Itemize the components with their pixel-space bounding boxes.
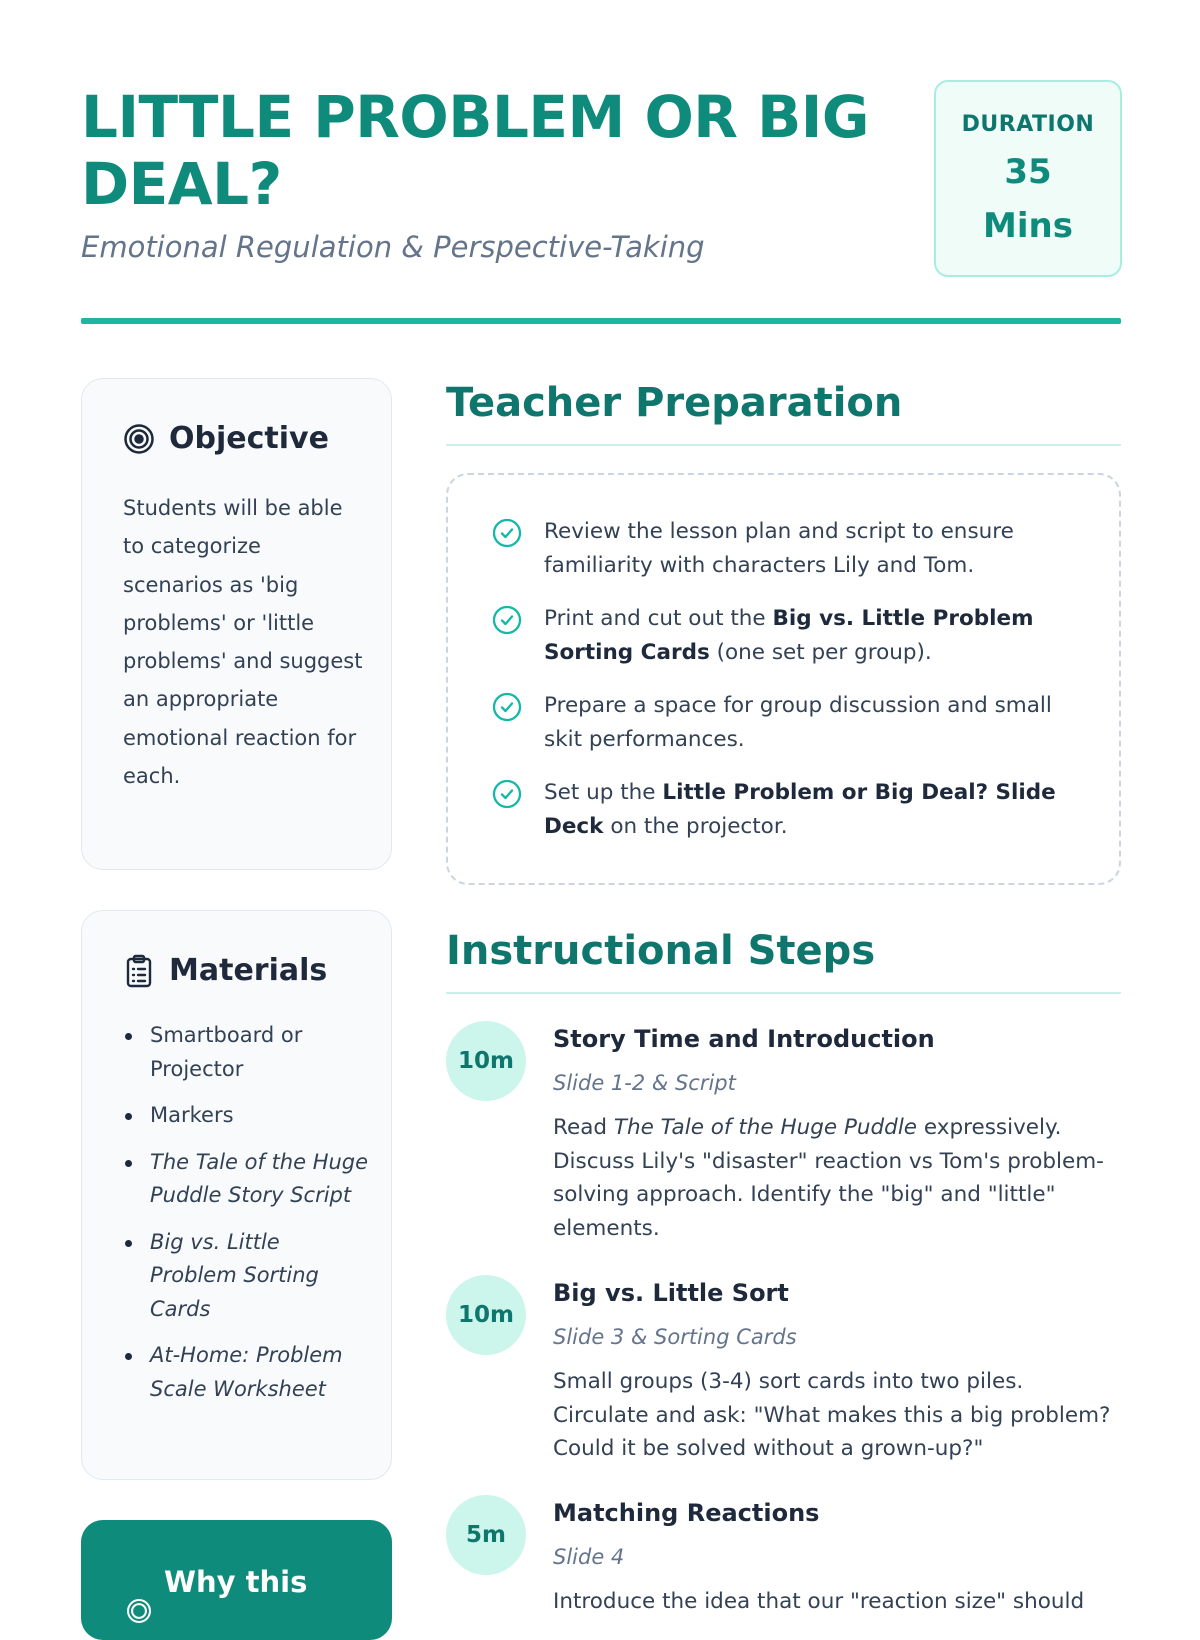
why-heading: Why this [164,1565,308,1599]
duration-value [936,145,1120,253]
step-description-text: Small groups (3-4) sort cards into two piles. Circulate and ask: "What makes this a big problem? Could it be solved without a grown-up?" [553,1369,1111,1461]
step-time-badge: 10m [446,1021,526,1101]
target-icon [126,1598,152,1624]
header-divider [81,318,1121,324]
why-heading-row [126,1564,307,1624]
preparation-checklist [446,473,1121,885]
check-circle-icon [492,692,522,733]
preparation-text: Print and cut out the [544,606,773,631]
preparation-text: on the projector. [603,813,788,839]
preparation-item [492,776,1092,843]
step-title: Big vs. Little Sort [553,1279,789,1307]
preparation-heading: Teacher Preparation [446,380,903,426]
step-description [553,1585,1118,1619]
step-time-badge: 5m [446,1495,526,1575]
materials-heading: Materials [169,953,328,988]
preparation-text-bold: Little Problem or Big Deal? Slide Deck [544,780,1056,839]
lesson-header [81,80,1121,280]
preparation-item [492,515,1092,582]
materials-item: The Tale of the Huge Puddle Story Script [123,1146,373,1213]
duration-badge [934,80,1122,277]
step-reference: Slide 1-2 & Script [553,1071,736,1095]
objective-card [81,378,392,870]
objective-text: Students will be able to categorize scenarios as 'big problems' or 'little problems' and suggest an appropriate emotional reaction for each. [123,496,363,789]
preparation-text: Set up the [544,780,663,805]
preparation-item [492,602,1092,669]
step-time-badge: 10m [446,1275,526,1355]
materials-heading-row [123,953,327,988]
steps-divider [446,992,1121,994]
steps-heading: Instructional Steps [446,928,876,974]
step-body [553,1495,1118,1619]
preparation-text: Prepare a space for group discussion and small skit performances. [544,693,1052,752]
duration-label: DURATION [961,112,1095,137]
duration-unit: Mins [983,206,1073,246]
step-reference: Slide 3 & Sorting Cards [553,1325,797,1349]
preparation-divider [446,444,1121,446]
page-subtitle: Emotional Regulation & Perspective-Taking [81,230,705,264]
preparation-text: Review the lesson plan and script to ensure familiarity with characters Lily and Tom. [544,519,1014,578]
step-reference: Slide 4 [553,1545,625,1569]
why-card [81,1520,392,1640]
preparation-list [492,515,1092,863]
materials-card [81,910,392,1480]
step-description-text: expressively. Discuss Lily's "disaster" reaction vs Tom's problem-solving approach. Identify the "big" and "little" elements. [553,1115,1104,1241]
objective-heading-row [123,421,329,456]
check-circle-icon [492,605,522,646]
step-description [553,1111,1118,1245]
objective-heading: Objective [169,421,329,456]
materials-item: Smartboard or Projector [123,1019,373,1086]
target-icon [123,423,155,455]
step-title: Matching Reactions [553,1499,820,1527]
step-description-text: Introduce the idea that our "reaction size" should [553,1589,1085,1614]
materials-item: Markers [123,1099,373,1133]
preparation-text-bold: Big vs. Little Problem Sorting Cards [544,606,1034,665]
preparation-item [492,689,1092,756]
page-title: LITTLE PROBLEM OR BIG DEAL? [81,83,869,218]
step-description-text: Read [553,1115,614,1140]
materials-item: At-Home: Problem Scale Worksheet [123,1339,373,1406]
check-circle-icon [492,518,522,559]
step-title: Story Time and Introduction [553,1025,935,1053]
materials-item: Big vs. Little Problem Sorting Cards [123,1226,373,1327]
step-body [553,1021,1118,1245]
step-description [553,1365,1118,1466]
duration-number: 35 [1004,152,1052,192]
materials-list [123,1019,373,1419]
step-description-title: The Tale of the Huge Puddle [613,1115,918,1140]
preparation-text: (one set per group). [709,639,932,665]
step-body [553,1275,1118,1466]
check-circle-icon [492,779,522,820]
clipboard-icon [123,954,155,988]
